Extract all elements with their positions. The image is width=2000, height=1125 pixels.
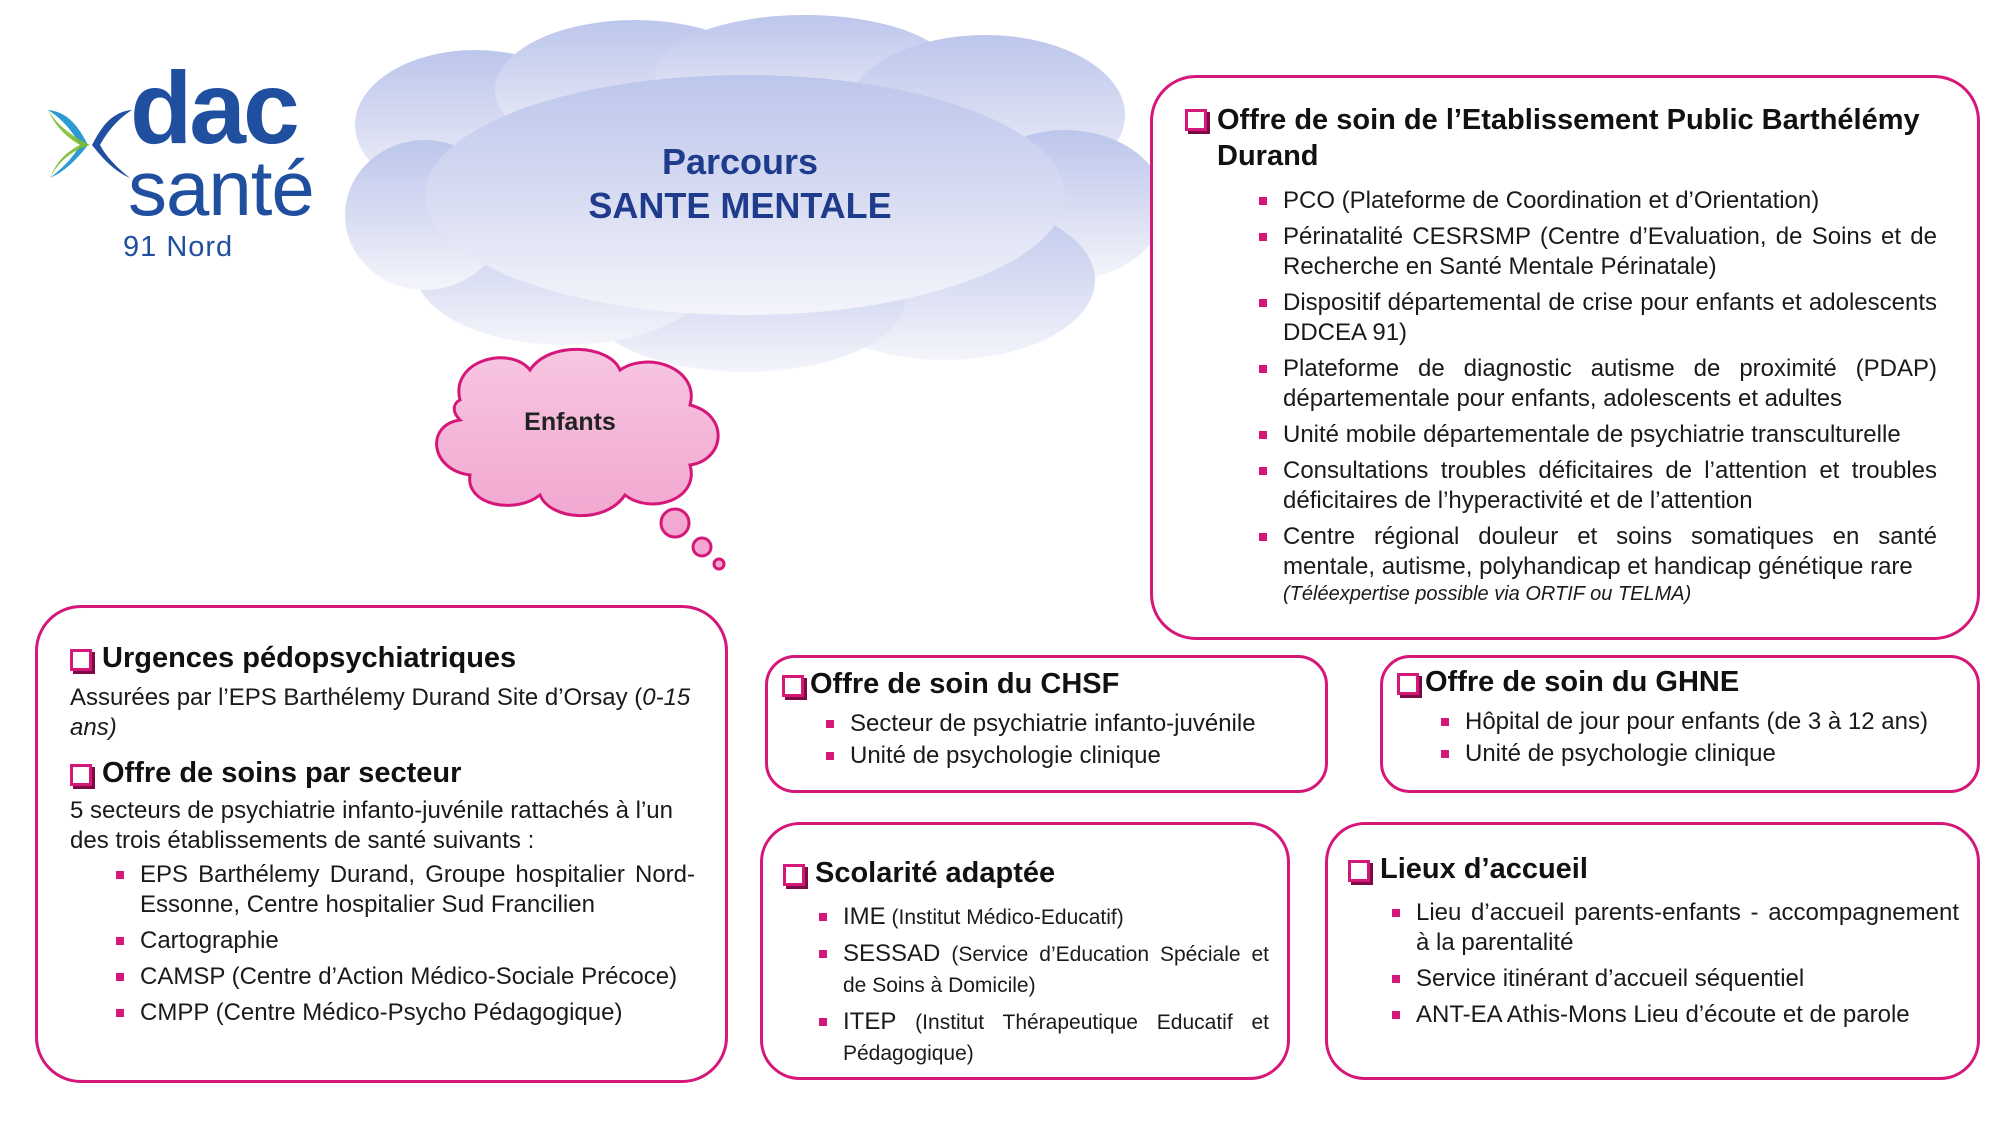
- urgences-text-ages: 0-15 ans): [70, 684, 691, 741]
- list-item: Dispositif départemental de crise pour enfants et adolescents DDCEA 91): [1255, 288, 1937, 348]
- secteur-heading-text: Offre de soins par secteur: [102, 757, 462, 789]
- logo-line1: dac: [130, 51, 297, 165]
- list-item: Service itinérant d’accueil séquentiel: [1388, 964, 1959, 994]
- urgences-text: [70, 683, 695, 743]
- thought-bubble: [420, 340, 740, 575]
- logo-line3: 91 Nord: [123, 231, 234, 263]
- chsf-box: [765, 655, 1328, 793]
- urgences-heading-text: Urgences pédopsychiatriques: [102, 642, 517, 674]
- ghne-box: [1380, 655, 1980, 793]
- list-item: CAMSP (Centre d’Action Médico-Sociale Précoce): [112, 962, 695, 992]
- scolarite-heading: [783, 857, 1269, 890]
- list-item: CMPP (Centre Médico-Psycho Pédagogique): [112, 998, 695, 1028]
- eps-heading-text: Offre de soin de l’Etablissement Public Barthélémy Durand: [1217, 104, 1920, 172]
- bubble-label: Enfants: [524, 408, 616, 436]
- list-item: Plateforme de diagnostic autisme de proximité (PDAP) départementale pour enfants, adolescents et adultes: [1255, 354, 1937, 414]
- cloud-title-line2: SANTE MENTALE: [588, 185, 892, 226]
- list-item: Cartographie: [112, 926, 695, 956]
- lieux-heading-text: Lieux d’accueil: [1380, 853, 1588, 885]
- secteur-heading: [70, 757, 695, 790]
- scolarite-item-main: IME: [843, 903, 886, 930]
- ghne-heading: [1397, 666, 1957, 699]
- urgences-text-main: Assurées par l’EPS Barthélemy Durand Site d’Orsay (: [70, 684, 643, 711]
- ghne-list: [1437, 707, 1957, 769]
- scolarite-item-detail: (Institut Thérapeutique Educatif et Pédagogique): [843, 1011, 1269, 1065]
- logo-mark-icon: [40, 100, 140, 190]
- list-item: [815, 1007, 1269, 1069]
- checkbox-icon: [70, 764, 92, 786]
- checkbox-icon: [1397, 673, 1419, 695]
- cloud-title: [520, 140, 960, 228]
- list-item: ANT-EA Athis-Mons Lieu d’écoute et de parole: [1388, 1000, 1959, 1030]
- eps-heading: [1185, 102, 1937, 174]
- logo-line2: santé: [128, 144, 314, 232]
- scolarite-item-detail: (Service d’Education Spéciale et de Soins à Domicile): [843, 943, 1269, 997]
- list-item: Unité de psychologie clinique: [1437, 739, 1957, 769]
- chsf-heading-text: Offre de soin du CHSF: [810, 668, 1120, 700]
- list-item: Hôpital de jour pour enfants (de 3 à 12 ans): [1437, 707, 1957, 737]
- scolarite-heading-text: Scolarité adaptée: [815, 857, 1056, 889]
- checkbox-icon: [782, 675, 804, 697]
- lieux-list: [1388, 898, 1959, 1030]
- list-item: EPS Barthélemy Durand, Groupe hospitalier Nord-Essonne, Centre hospitalier Sud Francilien: [112, 860, 695, 920]
- list-item: Consultations troubles déficitaires de l’attention et troubles déficitaires de l’hyperactivité et de l’attention: [1255, 456, 1937, 516]
- checkbox-icon: [783, 864, 805, 886]
- secteur-list: [112, 860, 695, 1028]
- cloud-title-line1: Parcours: [661, 141, 819, 182]
- list-item: Lieu d’accueil parents-enfants - accompagnement à la parentalité: [1388, 898, 1959, 958]
- list-item: Unité mobile départementale de psychiatrie transculturelle: [1255, 420, 1937, 450]
- ghne-heading-text: Offre de soin du GHNE: [1425, 666, 1740, 698]
- scolarite-list: [815, 902, 1269, 1069]
- eps-offer-box: [1150, 75, 1980, 640]
- list-item: Unité de psychologie clinique: [822, 741, 1305, 771]
- scolarite-box: [760, 822, 1290, 1080]
- list-item: Secteur de psychiatrie infanto-juvénile: [822, 709, 1305, 739]
- eps-note: (Téléexpertise possible via ORTIF ou TELMA): [1283, 583, 1692, 605]
- scolarite-item-main: SESSAD: [843, 940, 941, 967]
- eps-list: [1255, 186, 1937, 582]
- list-item: PCO (Plateforme de Coordination et d’Orientation): [1255, 186, 1937, 216]
- secteur-text: 5 secteurs de psychiatrie infanto-juvénile rattachés à l’un des trois établissements de santé suivants :: [70, 797, 673, 854]
- checkbox-icon: [70, 649, 92, 671]
- lieux-heading: [1348, 853, 1959, 886]
- urgences-heading: [70, 642, 695, 675]
- lieux-box: [1325, 822, 1980, 1080]
- chsf-heading: [782, 668, 1305, 701]
- urgences-box: [35, 605, 728, 1083]
- chsf-list: [822, 709, 1305, 771]
- checkbox-icon: [1185, 109, 1207, 131]
- logo: [40, 51, 330, 270]
- scolarite-item-detail: (Institut Médico-Educatif): [885, 906, 1124, 929]
- list-item: [815, 902, 1269, 933]
- list-item: Périnatalité CESRSMP (Centre d’Evaluation, de Soins et de Recherche en Santé Mentale Périnatale): [1255, 222, 1937, 282]
- checkbox-icon: [1348, 860, 1370, 882]
- list-item: [815, 939, 1269, 1001]
- scolarite-item-main: ITEP: [843, 1008, 897, 1035]
- list-item: Centre régional douleur et soins somatiques en santé mentale, autisme, polyhandicap et handicap génétique rare: [1255, 522, 1937, 582]
